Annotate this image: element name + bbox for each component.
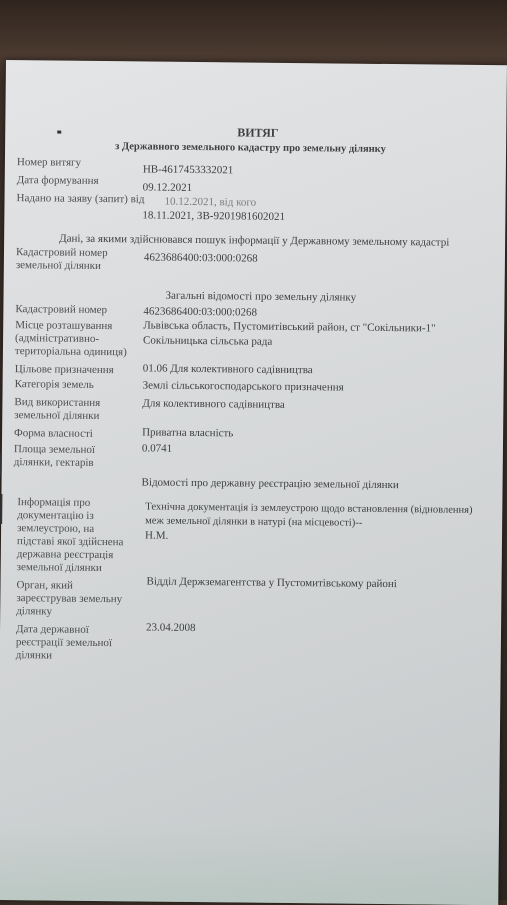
regdate-label-2: реєстрації земельної xyxy=(15,636,113,650)
doc-label-1: Інформація про xyxy=(17,496,91,509)
org-value: Відділ Держземагентства у Пустомитівському районі xyxy=(146,575,397,591)
use-value: Для колективного садівництва xyxy=(142,397,285,411)
request-value-1: 10.12.2021, від кого xyxy=(164,195,257,209)
cadastral-search-value: 4623686400:03:000:0268 xyxy=(143,251,258,265)
org-label-2: зареєстрував земельну xyxy=(16,592,123,606)
pen-mark xyxy=(57,131,61,134)
doc-value-1: Технічна документація із землеустрою щодо встановлення (відновлення) xyxy=(145,501,473,516)
cadastral-search-label-1: Кадастровий номер xyxy=(15,246,108,260)
doc-label-6: земельної ділянки xyxy=(16,561,102,575)
registration-heading: Відомості про державну реєстрацію земельної ділянки xyxy=(141,476,399,492)
location-label-1: Місце розташування xyxy=(15,319,113,333)
use-label-2: земельної ділянки xyxy=(14,409,100,422)
location-value-1: Львівська область, Пустомитівський район, ст "Сокільники-1" xyxy=(143,319,436,335)
use-label-1: Вид використання xyxy=(14,396,101,410)
request-value-2: 18.11.2021, ЗВ-9201981602021 xyxy=(142,209,286,223)
ownership-value: Приватна власність xyxy=(142,426,234,440)
cadastral-value: 4623686400:03:000:0268 xyxy=(143,305,258,319)
document-page xyxy=(0,60,507,905)
date-value: 09.12.2021 xyxy=(142,181,193,194)
doc-value-3: Н.М. xyxy=(144,529,169,542)
cadastral-search-label-2: земельної ділянки xyxy=(15,259,102,273)
area-label-2: ділянки, гектарів xyxy=(13,456,94,469)
purpose-label: Цільове призначення xyxy=(14,363,114,377)
request-label: Надано на заяву (запит) від xyxy=(16,192,145,206)
date-label: Дата формування xyxy=(16,174,99,187)
category-label: Категорія земель xyxy=(14,378,94,391)
area-label-1: Площа земельної xyxy=(13,443,96,456)
number-value: НВ-4617453332021 xyxy=(142,163,234,177)
location-label-3: територіальна одиниця) xyxy=(14,345,127,359)
category-value: Землі сільськогосподарського призначення xyxy=(142,379,344,394)
document-title: ВИТЯГ xyxy=(237,125,279,140)
ownership-label: Форма власності xyxy=(14,427,93,440)
doc-value-2: меж земельної ділянки в натурі (на місцевості)-- xyxy=(145,515,363,529)
document-subtitle: з Державного земельного кадастру про земельну ділянку xyxy=(115,141,386,155)
general-heading: Загальні відомості про земельну ділянку xyxy=(165,289,357,304)
margin-mark-2 xyxy=(0,494,2,524)
location-label-2: (адміністративно- xyxy=(15,332,100,345)
regdate-label-1: Дата державної xyxy=(15,623,89,636)
regdate-label-3: ділянки xyxy=(15,649,53,662)
area-value: 0.0741 xyxy=(141,442,173,455)
margin-mark xyxy=(0,454,2,476)
doc-label-4: підставі якої здійснена xyxy=(16,535,124,549)
org-label-3: ділянку xyxy=(16,605,53,618)
regdate-value: 23.04.2008 xyxy=(146,621,196,635)
doc-label-2: документацію із xyxy=(17,509,94,522)
doc-label-3: землеустрою, на xyxy=(17,522,95,535)
location-value-2: Сокільницька сільська рада xyxy=(143,334,273,348)
number-label: Номер витягу xyxy=(16,156,82,169)
cadastral-label: Кадастровий номер xyxy=(15,303,108,317)
search-text: Дані, за якими здійснювався пошук інформації у Державному земельному кадастрі xyxy=(59,232,450,249)
purpose-value: 01.06 Для колективного садівництва xyxy=(142,362,313,377)
org-label-1: Орган, який xyxy=(16,579,73,592)
doc-label-5: державна реєстрація xyxy=(16,548,114,562)
